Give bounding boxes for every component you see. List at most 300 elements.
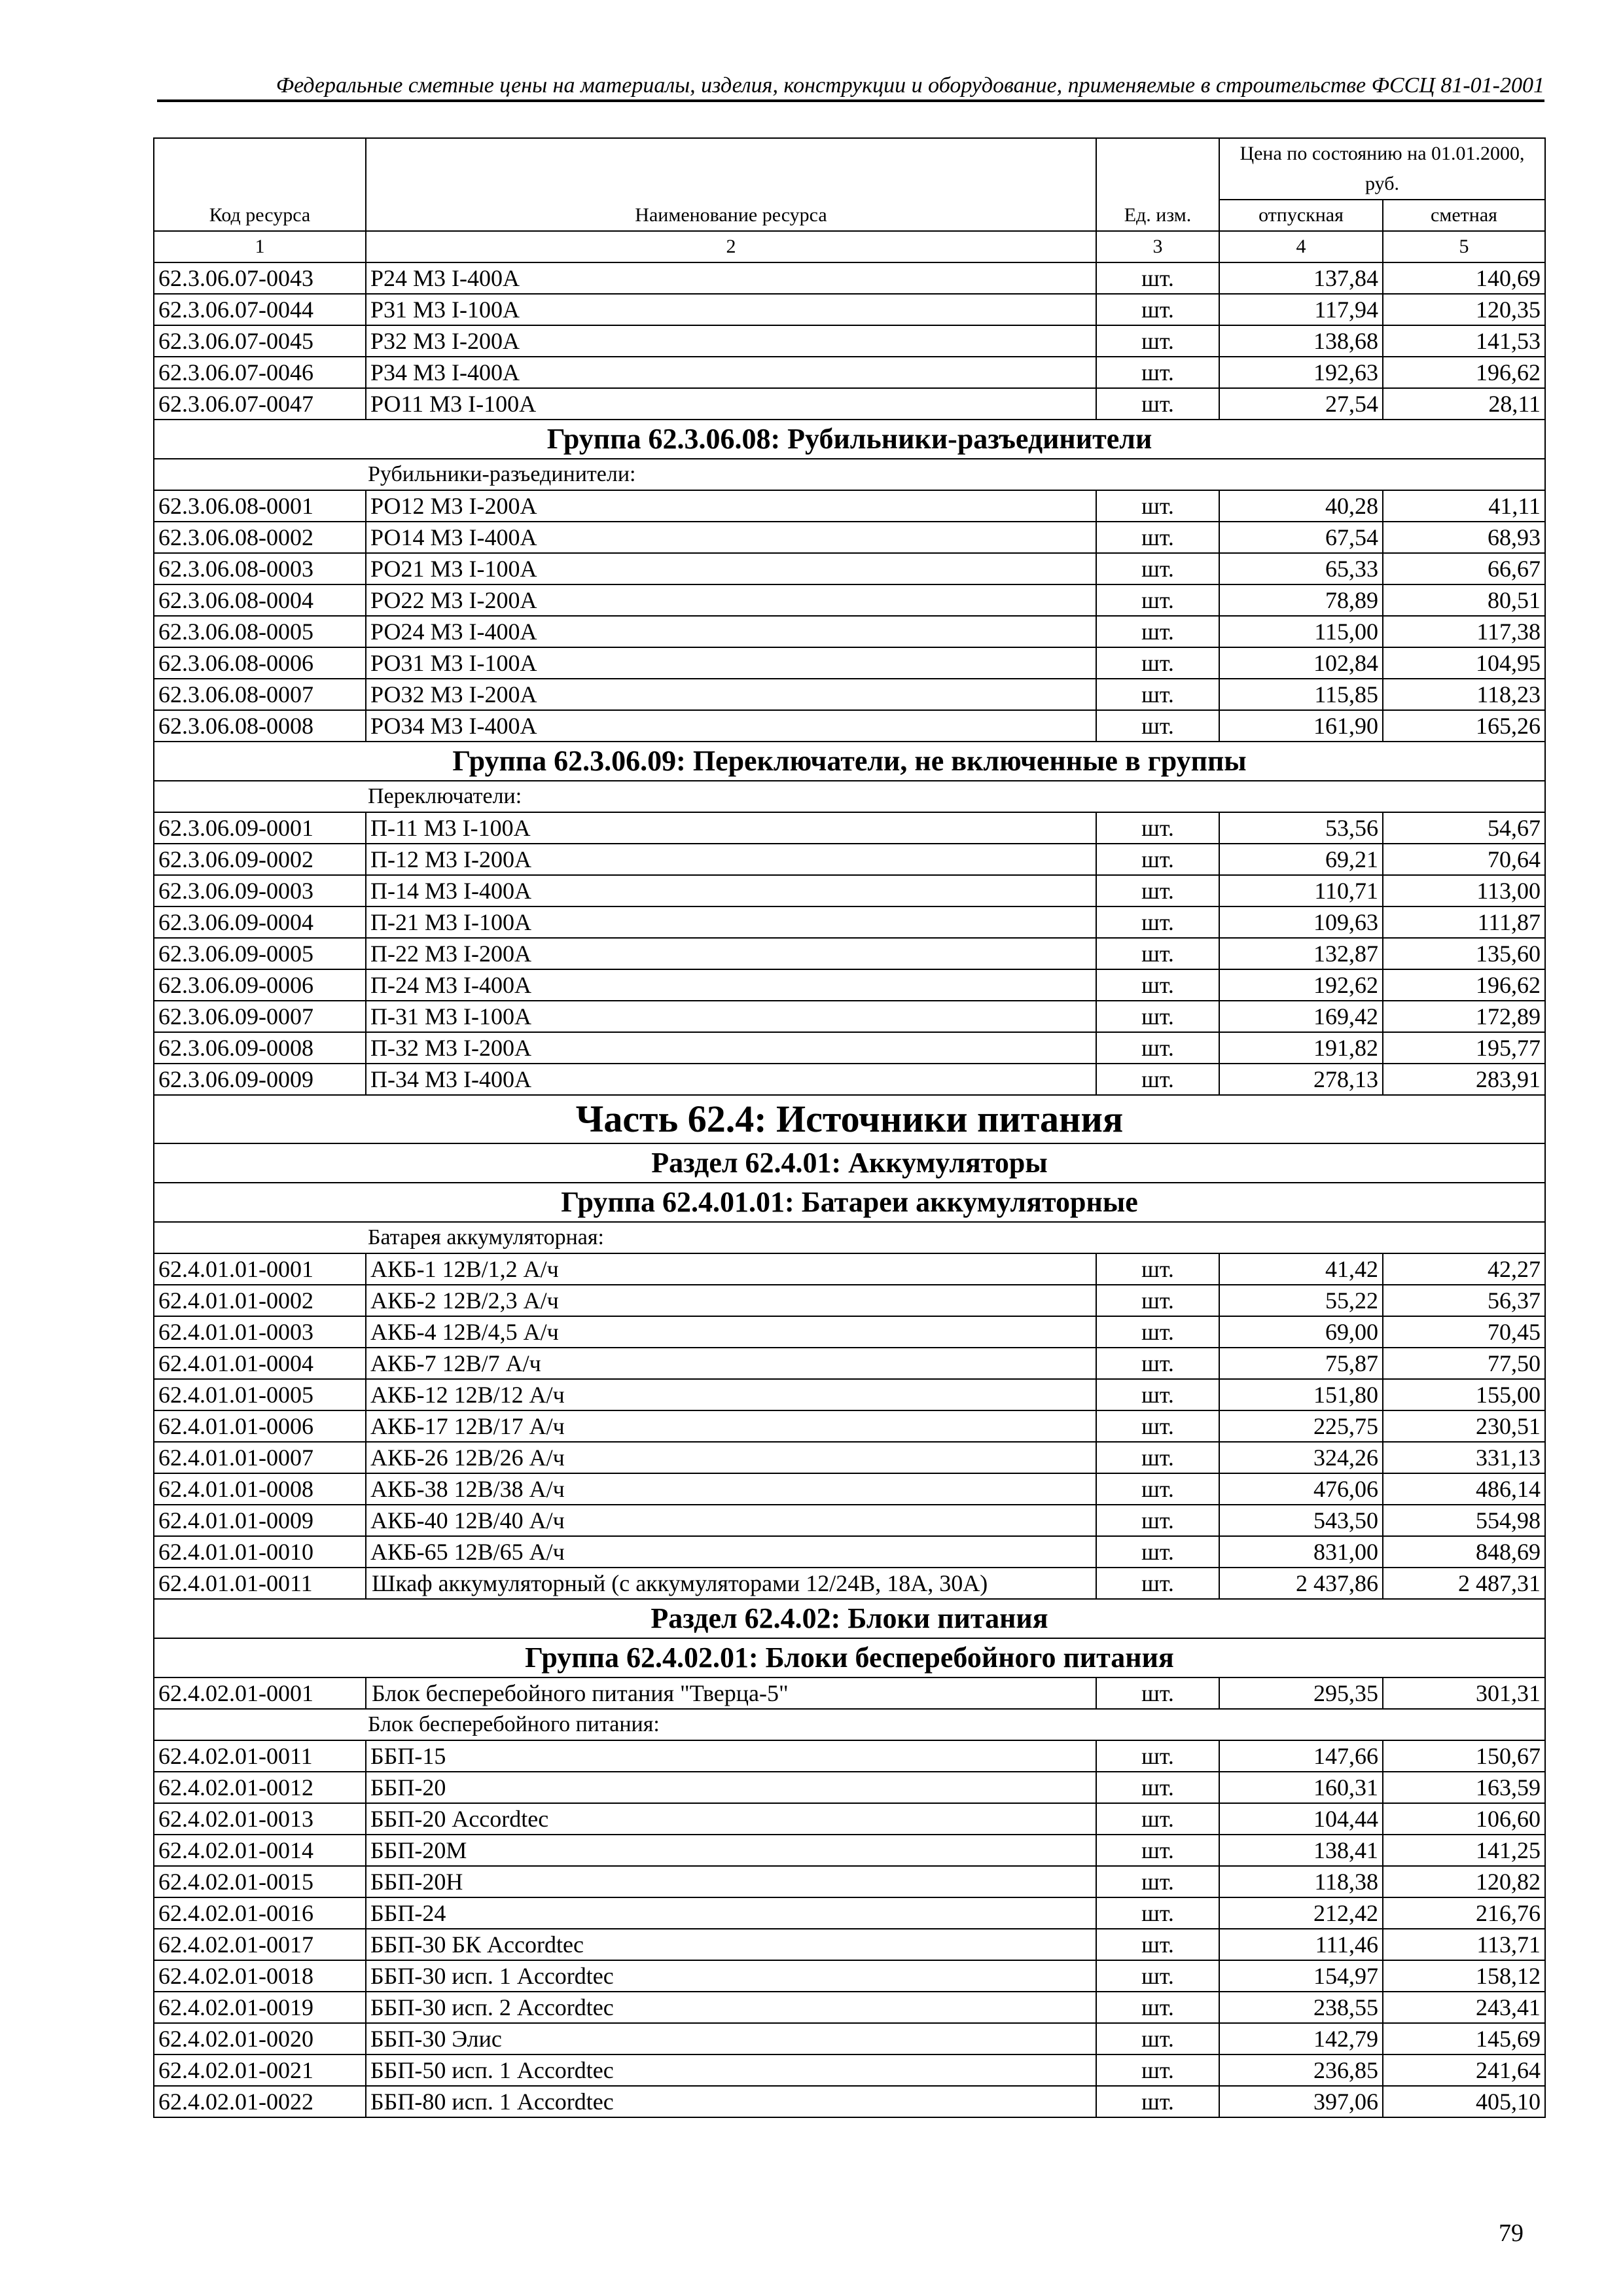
table-row xyxy=(154,875,1545,906)
table-row xyxy=(154,2086,1545,2117)
table-row xyxy=(154,357,1545,388)
resource-name: ББП-30 исп. 2 Accordtec xyxy=(366,1992,1096,2023)
unit: шт. xyxy=(1096,938,1219,969)
subheading-row xyxy=(154,1222,1545,1253)
table-row xyxy=(154,553,1545,584)
unit: шт. xyxy=(1096,262,1219,294)
price-release: 147,66 xyxy=(1219,1740,1383,1772)
price-estimate: 140,69 xyxy=(1383,262,1545,294)
resource-name: ББП-20 Accordtec xyxy=(366,1803,1096,1835)
price-estimate: 104,95 xyxy=(1383,647,1545,679)
resource-code: 62.4.01.01-0008 xyxy=(154,1473,366,1505)
section-heading-text: Раздел 62.4.01: Аккумуляторы xyxy=(154,1143,1545,1183)
resource-name: П-34 М3 I-400А xyxy=(366,1064,1096,1095)
price-estimate: 230,51 xyxy=(1383,1410,1545,1442)
resource-code: 62.3.06.09-0001 xyxy=(154,812,366,844)
price-release: 69,00 xyxy=(1219,1316,1383,1348)
resource-name: Блок бесперебойного питания "Тверца-5" xyxy=(366,1677,1096,1709)
column-header-price-estimate: сметная xyxy=(1383,200,1545,231)
group-heading-text: Группа 62.3.06.09: Переключатели, не включенные в группы xyxy=(154,742,1545,781)
resource-code: 62.3.06.07-0045 xyxy=(154,325,366,357)
price-release: 142,79 xyxy=(1219,2023,1383,2054)
resource-name: АКБ-38 12В/38 А/ч xyxy=(366,1473,1096,1505)
resource-code: 62.3.06.09-0005 xyxy=(154,938,366,969)
table-row xyxy=(154,2023,1545,2054)
price-estimate: 68,93 xyxy=(1383,522,1545,553)
table-row xyxy=(154,1929,1545,1960)
table-row xyxy=(154,1992,1545,2023)
unit: шт. xyxy=(1096,1442,1219,1473)
unit: шт. xyxy=(1096,1929,1219,1960)
table-row xyxy=(154,938,1545,969)
resource-code: 62.4.02.01-0021 xyxy=(154,2054,366,2086)
resource-code: 62.4.01.01-0011 xyxy=(154,1568,366,1599)
unit: шт. xyxy=(1096,584,1219,616)
table-row xyxy=(154,647,1545,679)
price-table xyxy=(153,137,1546,2118)
resource-name: ББП-30 исп. 1 Accordtec xyxy=(366,1960,1096,1992)
price-release: 138,68 xyxy=(1219,325,1383,357)
resource-name: АКБ-65 12В/65 А/ч xyxy=(366,1536,1096,1568)
column-number: 1 xyxy=(154,231,366,262)
resource-code: 62.4.02.01-0022 xyxy=(154,2086,366,2117)
unit: шт. xyxy=(1096,616,1219,647)
table-row xyxy=(154,1001,1545,1032)
resource-name: Р32 М3 I-200А xyxy=(366,325,1096,357)
price-estimate: 216,76 xyxy=(1383,1897,1545,1929)
table-row xyxy=(154,262,1545,294)
table-row xyxy=(154,325,1545,357)
unit: шт. xyxy=(1096,1379,1219,1410)
resource-code: 62.4.01.01-0003 xyxy=(154,1316,366,1348)
part-heading xyxy=(154,1095,1545,1143)
unit: шт. xyxy=(1096,2086,1219,2117)
resource-name: П-24 М3 I-400А xyxy=(366,969,1096,1001)
price-estimate: 135,60 xyxy=(1383,938,1545,969)
unit: шт. xyxy=(1096,1505,1219,1536)
table-row xyxy=(154,1740,1545,1772)
price-estimate: 196,62 xyxy=(1383,357,1545,388)
price-release: 137,84 xyxy=(1219,262,1383,294)
resource-name: РО24 М3 I-400А xyxy=(366,616,1096,647)
price-release: 160,31 xyxy=(1219,1772,1383,1803)
resource-code: 62.4.02.01-0001 xyxy=(154,1677,366,1709)
price-release: 324,26 xyxy=(1219,1442,1383,1473)
resource-code: 62.4.01.01-0001 xyxy=(154,1253,366,1285)
price-release: 132,87 xyxy=(1219,938,1383,969)
price-release: 295,35 xyxy=(1219,1677,1383,1709)
group-heading xyxy=(154,742,1545,781)
table-row xyxy=(154,906,1545,938)
table-row xyxy=(154,1348,1545,1379)
resource-code: 62.3.06.09-0002 xyxy=(154,844,366,875)
resource-name: РО12 М3 I-200А xyxy=(366,490,1096,522)
resource-code: 62.4.02.01-0013 xyxy=(154,1803,366,1835)
price-estimate: 54,67 xyxy=(1383,812,1545,844)
price-estimate: 141,53 xyxy=(1383,325,1545,357)
resource-name: АКБ-26 12В/26 А/ч xyxy=(366,1442,1096,1473)
unit: шт. xyxy=(1096,490,1219,522)
resource-code: 62.3.06.09-0004 xyxy=(154,906,366,938)
price-release: 53,56 xyxy=(1219,812,1383,844)
price-estimate: 486,14 xyxy=(1383,1473,1545,1505)
resource-name: П-12 М3 I-200А xyxy=(366,844,1096,875)
resource-code: 62.3.06.09-0008 xyxy=(154,1032,366,1064)
table-row xyxy=(154,1064,1545,1095)
price-release: 397,06 xyxy=(1219,2086,1383,2117)
table-row xyxy=(154,388,1545,420)
table-row xyxy=(154,1866,1545,1897)
price-estimate: 163,59 xyxy=(1383,1772,1545,1803)
resource-code: 62.4.02.01-0012 xyxy=(154,1772,366,1803)
price-estimate: 120,35 xyxy=(1383,294,1545,325)
unit: шт. xyxy=(1096,710,1219,742)
resource-name: РО34 М3 I-400А xyxy=(366,710,1096,742)
resource-code: 62.4.02.01-0017 xyxy=(154,1929,366,1960)
resource-code: 62.4.02.01-0016 xyxy=(154,1897,366,1929)
header-divider xyxy=(157,99,1544,102)
price-release: 236,85 xyxy=(1219,2054,1383,2086)
table-row xyxy=(154,2054,1545,2086)
price-release: 110,71 xyxy=(1219,875,1383,906)
price-release: 109,63 xyxy=(1219,906,1383,938)
table-row xyxy=(154,490,1545,522)
subheading-row xyxy=(154,781,1545,812)
group-heading xyxy=(154,1183,1545,1222)
unit: шт. xyxy=(1096,1348,1219,1379)
resource-name: П-32 М3 I-200А xyxy=(366,1032,1096,1064)
price-table-body xyxy=(154,262,1545,2117)
unit: шт. xyxy=(1096,1316,1219,1348)
price-release: 118,38 xyxy=(1219,1866,1383,1897)
unit: шт. xyxy=(1096,647,1219,679)
resource-code: 62.4.01.01-0005 xyxy=(154,1379,366,1410)
resource-code: 62.4.01.01-0009 xyxy=(154,1505,366,1536)
resource-code: 62.3.06.07-0046 xyxy=(154,357,366,388)
resource-code: 62.3.06.08-0002 xyxy=(154,522,366,553)
price-release: 138,41 xyxy=(1219,1835,1383,1866)
price-estimate: 28,11 xyxy=(1383,388,1545,420)
table-row xyxy=(154,1379,1545,1410)
resource-name: РО31 М3 I-100А xyxy=(366,647,1096,679)
table-row xyxy=(154,294,1545,325)
resource-name: ББП-24 xyxy=(366,1897,1096,1929)
price-estimate: 2 487,31 xyxy=(1383,1568,1545,1599)
price-estimate: 145,69 xyxy=(1383,2023,1545,2054)
document-header-title: Федеральные сметные цены на материалы, изделия, конструкции и оборудование, применяемые в строительстве ФССЦ 81-01-2001 xyxy=(276,73,1544,98)
price-release: 278,13 xyxy=(1219,1064,1383,1095)
resource-code: 62.3.06.08-0004 xyxy=(154,584,366,616)
resource-code: 62.3.06.07-0044 xyxy=(154,294,366,325)
price-estimate: 113,00 xyxy=(1383,875,1545,906)
price-estimate: 195,77 xyxy=(1383,1032,1545,1064)
section-heading xyxy=(154,1143,1545,1183)
table-row xyxy=(154,1536,1545,1568)
resource-name: П-21 М3 I-100А xyxy=(366,906,1096,938)
table-row xyxy=(154,1897,1545,1929)
resource-name: РО32 М3 I-200А xyxy=(366,679,1096,710)
unit: шт. xyxy=(1096,522,1219,553)
resource-code: 62.3.06.09-0009 xyxy=(154,1064,366,1095)
table-row xyxy=(154,1772,1545,1803)
unit: шт. xyxy=(1096,1677,1219,1709)
resource-code: 62.4.02.01-0018 xyxy=(154,1960,366,1992)
price-release: 212,42 xyxy=(1219,1897,1383,1929)
table-row xyxy=(154,1442,1545,1473)
column-header-name: Наименование ресурса xyxy=(366,138,1096,231)
price-estimate: 196,62 xyxy=(1383,969,1545,1001)
resource-name: ББП-50 исп. 1 Accordtec xyxy=(366,2054,1096,2086)
price-release: 67,54 xyxy=(1219,522,1383,553)
table-row xyxy=(154,616,1545,647)
resource-code: 62.4.02.01-0019 xyxy=(154,1992,366,2023)
subheading-row xyxy=(154,459,1545,490)
price-release: 41,42 xyxy=(1219,1253,1383,1285)
resource-code: 62.3.06.08-0005 xyxy=(154,616,366,647)
price-release: 169,42 xyxy=(1219,1001,1383,1032)
unit: шт. xyxy=(1096,1835,1219,1866)
table-row xyxy=(154,812,1545,844)
column-header-code: Код ресурса xyxy=(154,138,366,231)
unit: шт. xyxy=(1096,2023,1219,2054)
price-estimate: 172,89 xyxy=(1383,1001,1545,1032)
price-release: 75,87 xyxy=(1219,1348,1383,1379)
unit: шт. xyxy=(1096,553,1219,584)
unit: шт. xyxy=(1096,1740,1219,1772)
price-estimate: 283,91 xyxy=(1383,1064,1545,1095)
price-release: 115,85 xyxy=(1219,679,1383,710)
table-row xyxy=(154,1505,1545,1536)
price-estimate: 56,37 xyxy=(1383,1285,1545,1316)
price-estimate: 42,27 xyxy=(1383,1253,1545,1285)
price-release: 69,21 xyxy=(1219,844,1383,875)
group-heading-text: Группа 62.3.06.08: Рубильники-разъединители xyxy=(154,420,1545,459)
resource-name: АКБ-7 12В/7 А/ч xyxy=(366,1348,1096,1379)
price-release: 154,97 xyxy=(1219,1960,1383,1992)
subheading-label: Рубильники-разъединители: xyxy=(154,459,1545,490)
resource-name: АКБ-17 12В/17 А/ч xyxy=(366,1410,1096,1442)
subheading-label: Батарея аккумуляторная: xyxy=(154,1222,1545,1253)
price-estimate: 120,82 xyxy=(1383,1866,1545,1897)
resource-code: 62.3.06.07-0043 xyxy=(154,262,366,294)
resource-name: АКБ-4 12В/4,5 А/ч xyxy=(366,1316,1096,1348)
unit: шт. xyxy=(1096,1253,1219,1285)
resource-name: ББП-30 БК Accordtec xyxy=(366,1929,1096,1960)
column-number: 5 xyxy=(1383,231,1545,262)
price-release: 2 437,86 xyxy=(1219,1568,1383,1599)
group-heading-text: Группа 62.4.01.01: Батареи аккумуляторные xyxy=(154,1183,1545,1222)
price-estimate: 155,00 xyxy=(1383,1379,1545,1410)
resource-code: 62.4.01.01-0010 xyxy=(154,1536,366,1568)
table-row xyxy=(154,1316,1545,1348)
price-estimate: 331,13 xyxy=(1383,1442,1545,1473)
resource-code: 62.4.01.01-0006 xyxy=(154,1410,366,1442)
price-estimate: 70,45 xyxy=(1383,1316,1545,1348)
unit: шт. xyxy=(1096,906,1219,938)
price-estimate: 141,25 xyxy=(1383,1835,1545,1866)
unit: шт. xyxy=(1096,1001,1219,1032)
table-row xyxy=(154,1473,1545,1505)
price-estimate: 554,98 xyxy=(1383,1505,1545,1536)
unit: шт. xyxy=(1096,1410,1219,1442)
resource-name: Шкаф аккумуляторный (с аккумуляторами 12/24В, 18А, 30А) xyxy=(366,1568,1096,1599)
column-header-price-group: Цена по состоянию на 01.01.2000, руб. xyxy=(1219,138,1545,200)
unit: шт. xyxy=(1096,875,1219,906)
resource-name: АКБ-2 12В/2,3 А/ч xyxy=(366,1285,1096,1316)
price-release: 476,06 xyxy=(1219,1473,1383,1505)
unit: шт. xyxy=(1096,1473,1219,1505)
price-estimate: 150,67 xyxy=(1383,1740,1545,1772)
resource-name: АКБ-12 12В/12 А/ч xyxy=(366,1379,1096,1410)
price-release: 111,46 xyxy=(1219,1929,1383,1960)
unit: шт. xyxy=(1096,1866,1219,1897)
unit: шт. xyxy=(1096,1032,1219,1064)
price-estimate: 80,51 xyxy=(1383,584,1545,616)
resource-code: 62.4.02.01-0011 xyxy=(154,1740,366,1772)
resource-code: 62.3.06.07-0047 xyxy=(154,388,366,420)
price-release: 191,82 xyxy=(1219,1032,1383,1064)
unit: шт. xyxy=(1096,1960,1219,1992)
price-estimate: 111,87 xyxy=(1383,906,1545,938)
resource-name: П-14 М3 I-400А xyxy=(366,875,1096,906)
price-release: 27,54 xyxy=(1219,388,1383,420)
resource-code: 62.4.01.01-0007 xyxy=(154,1442,366,1473)
resource-code: 62.3.06.09-0007 xyxy=(154,1001,366,1032)
price-estimate: 158,12 xyxy=(1383,1960,1545,1992)
resource-name: П-31 М3 I-100А xyxy=(366,1001,1096,1032)
price-release: 117,94 xyxy=(1219,294,1383,325)
table-row xyxy=(154,1677,1545,1709)
price-estimate: 77,50 xyxy=(1383,1348,1545,1379)
table-row xyxy=(154,710,1545,742)
price-release: 65,33 xyxy=(1219,553,1383,584)
price-estimate: 301,31 xyxy=(1383,1677,1545,1709)
price-estimate: 848,69 xyxy=(1383,1536,1545,1568)
resource-name: РО11 М3 I-100А xyxy=(366,388,1096,420)
resource-name: РО14 М3 I-400А xyxy=(366,522,1096,553)
price-release: 55,22 xyxy=(1219,1285,1383,1316)
price-release: 543,50 xyxy=(1219,1505,1383,1536)
price-release: 151,80 xyxy=(1219,1379,1383,1410)
resource-name: ББП-20Н xyxy=(366,1866,1096,1897)
group-heading-text: Группа 62.4.02.01: Блоки бесперебойного питания xyxy=(154,1638,1545,1677)
price-release: 40,28 xyxy=(1219,490,1383,522)
column-number: 3 xyxy=(1096,231,1219,262)
resource-name: РО22 М3 I-200А xyxy=(366,584,1096,616)
group-heading xyxy=(154,1638,1545,1677)
resource-name: ББП-20 xyxy=(366,1772,1096,1803)
price-release: 192,62 xyxy=(1219,969,1383,1001)
subheading-label: Блок бесперебойного питания: xyxy=(154,1709,1545,1740)
unit: шт. xyxy=(1096,969,1219,1001)
resource-name: ББП-20М xyxy=(366,1835,1096,1866)
price-estimate: 241,64 xyxy=(1383,2054,1545,2086)
resource-code: 62.3.06.08-0008 xyxy=(154,710,366,742)
resource-name: РО21 М3 I-100А xyxy=(366,553,1096,584)
resource-code: 62.3.06.08-0007 xyxy=(154,679,366,710)
resource-name: ББП-80 исп. 1 Accordtec xyxy=(366,2086,1096,2117)
unit: шт. xyxy=(1096,388,1219,420)
table-row xyxy=(154,584,1545,616)
section-heading-text: Раздел 62.4.02: Блоки питания xyxy=(154,1599,1545,1638)
unit: шт. xyxy=(1096,1803,1219,1835)
resource-code: 62.3.06.08-0006 xyxy=(154,647,366,679)
table-row xyxy=(154,1410,1545,1442)
table-row xyxy=(154,522,1545,553)
table-row xyxy=(154,1253,1545,1285)
price-estimate: 243,41 xyxy=(1383,1992,1545,2023)
unit: шт. xyxy=(1096,812,1219,844)
unit: шт. xyxy=(1096,1992,1219,2023)
subheading-row xyxy=(154,1709,1545,1740)
resource-name: Р31 М3 I-100А xyxy=(366,294,1096,325)
resource-code: 62.4.02.01-0015 xyxy=(154,1866,366,1897)
table-row xyxy=(154,1803,1545,1835)
table-row xyxy=(154,679,1545,710)
resource-name: П-22 М3 I-200А xyxy=(366,938,1096,969)
resource-code: 62.3.06.09-0003 xyxy=(154,875,366,906)
price-release: 102,84 xyxy=(1219,647,1383,679)
resource-name: Р34 М3 I-400А xyxy=(366,357,1096,388)
price-estimate: 113,71 xyxy=(1383,1929,1545,1960)
resource-name: П-11 М3 I-100А xyxy=(366,812,1096,844)
resource-code: 62.3.06.09-0006 xyxy=(154,969,366,1001)
price-estimate: 106,60 xyxy=(1383,1803,1545,1835)
price-estimate: 70,64 xyxy=(1383,844,1545,875)
resource-name: АКБ-1 12В/1,2 А/ч xyxy=(366,1253,1096,1285)
price-estimate: 118,23 xyxy=(1383,679,1545,710)
unit: шт. xyxy=(1096,294,1219,325)
resource-name: ББП-30 Элис xyxy=(366,2023,1096,2054)
price-estimate: 405,10 xyxy=(1383,2086,1545,2117)
price-estimate: 165,26 xyxy=(1383,710,1545,742)
price-release: 104,44 xyxy=(1219,1803,1383,1835)
table-row xyxy=(154,844,1545,875)
column-header-price-release: отпускная xyxy=(1219,200,1383,231)
resource-name: ББП-15 xyxy=(366,1740,1096,1772)
resource-name: АКБ-40 12В/40 А/ч xyxy=(366,1505,1096,1536)
price-release: 161,90 xyxy=(1219,710,1383,742)
table-row xyxy=(154,969,1545,1001)
unit: шт. xyxy=(1096,1772,1219,1803)
unit: шт. xyxy=(1096,1536,1219,1568)
table-row xyxy=(154,1032,1545,1064)
table-row xyxy=(154,1568,1545,1599)
resource-code: 62.3.06.08-0003 xyxy=(154,553,366,584)
unit: шт. xyxy=(1096,1568,1219,1599)
unit: шт. xyxy=(1096,1064,1219,1095)
price-release: 78,89 xyxy=(1219,584,1383,616)
unit: шт. xyxy=(1096,325,1219,357)
price-release: 225,75 xyxy=(1219,1410,1383,1442)
table-row xyxy=(154,1960,1545,1992)
table-row xyxy=(154,1835,1545,1866)
resource-name: Р24 М3 I-400А xyxy=(366,262,1096,294)
column-number: 4 xyxy=(1219,231,1383,262)
part-heading-text: Часть 62.4: Источники питания xyxy=(154,1095,1545,1143)
price-release: 192,63 xyxy=(1219,357,1383,388)
resource-code: 62.4.02.01-0020 xyxy=(154,2023,366,2054)
section-heading xyxy=(154,1599,1545,1638)
unit: шт. xyxy=(1096,679,1219,710)
resource-code: 62.3.06.08-0001 xyxy=(154,490,366,522)
group-heading xyxy=(154,420,1545,459)
column-header-unit: Ед. изм. xyxy=(1096,138,1219,231)
price-estimate: 41,11 xyxy=(1383,490,1545,522)
price-release: 238,55 xyxy=(1219,1992,1383,2023)
unit: шт. xyxy=(1096,844,1219,875)
price-release: 831,00 xyxy=(1219,1536,1383,1568)
